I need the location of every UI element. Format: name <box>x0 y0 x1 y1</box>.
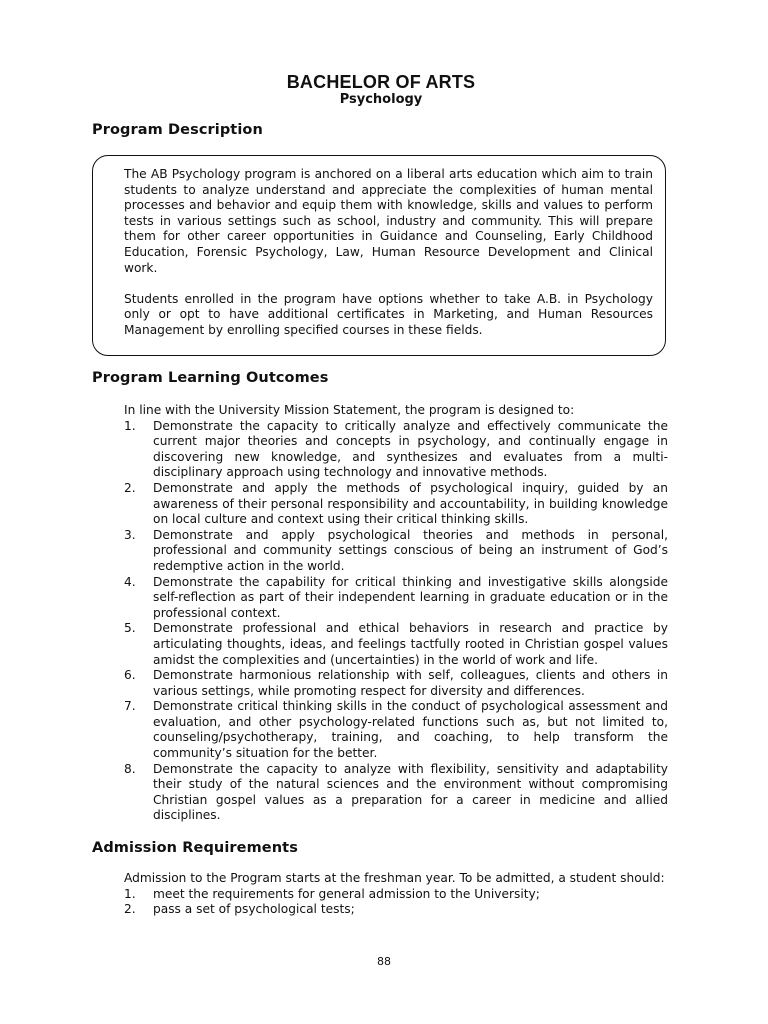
document-title: BACHELOR OF ARTS <box>286 72 476 92</box>
list-item <box>124 575 668 622</box>
list-item-number: 8. <box>124 761 136 776</box>
list-item-text: pass a set of psychological tests; <box>153 902 355 917</box>
learning-outcomes-list <box>124 419 668 824</box>
list-item-text: Demonstrate the capability for critical thinking and investigative skills alongside self-reflection as part of their independent learning in graduate education or in the professional context. <box>153 574 668 620</box>
list-item <box>124 621 668 668</box>
list-item-text: Demonstrate professional and ethical behaviors in research and practice by articulating thoughts, ideas, and feelings tactfully rooted in Christian gospel values amidst the complexities and (uncertainties) in the world of work and life. <box>153 621 668 667</box>
list-item-number: 2. <box>124 480 136 495</box>
admission-requirements-heading: Admission Requirements <box>92 840 298 856</box>
admission-requirements-list <box>124 887 668 918</box>
admission-requirements-section <box>124 871 668 918</box>
list-item-text: Demonstrate the capacity to analyze with flexibility, sensitivity and adaptability their study of the natural sciences and the environment without compromising Christian gospel values as a preparation for a career in medicine and allied disciplines. <box>153 761 668 823</box>
list-item-number: 4. <box>124 574 136 589</box>
list-item <box>124 528 668 575</box>
learning-outcomes-heading: Program Learning Outcomes <box>92 370 329 386</box>
list-item-text: Demonstrate critical thinking skills in the conduct of psychological assessment and evaluation, and other psychology-related functions such as, but not limited to, counseling/psychotherapy, training, and coaching, to help transform the community’s situation for the better. <box>153 699 668 761</box>
learning-outcomes-section <box>124 403 668 824</box>
program-description-box <box>92 155 666 356</box>
document-subtitle: Psychology <box>339 92 423 107</box>
list-item-text: Demonstrate and apply psychological theories and methods in personal, professional and community settings conscious of being an instrument of God’s redemptive action in the world. <box>153 527 668 573</box>
learning-outcomes-intro: In line with the University Mission Statement, the program is designed to: <box>124 403 575 417</box>
admission-requirements-intro: Admission to the Program starts at the freshman year. To be admitted, a student should: <box>124 871 665 885</box>
list-item-number: 2. <box>124 902 136 917</box>
program-description-paragraph-2: Students enrolled in the program have options whether to take A.B. in Psychology only or opt to have additional certificates in Marketing, and Human Resources Management by enrolling specified courses in these fields. <box>124 291 653 337</box>
list-item-text: Demonstrate harmonious relationship with self, colleagues, clients and others in various settings, while promoting respect for diversity and differences. <box>153 668 668 698</box>
list-item <box>124 887 668 903</box>
list-item-number: 1. <box>124 418 136 433</box>
page-number: 88 <box>377 955 391 968</box>
list-item <box>124 668 668 699</box>
list-item <box>124 699 668 761</box>
list-item-number: 5. <box>124 621 136 636</box>
list-item <box>124 419 668 481</box>
list-item-text: meet the requirements for general admission to the University; <box>153 886 540 901</box>
list-item-text: Demonstrate and apply the methods of psychological inquiry, guided by an awareness of their personal responsibility and accountability, in building knowledge on local culture and context using their critical thinking skills. <box>153 480 668 527</box>
list-item-number: 7. <box>124 699 136 714</box>
list-item-number: 3. <box>124 527 136 542</box>
list-item <box>124 481 668 528</box>
list-item-number: 6. <box>124 668 136 683</box>
list-item <box>124 762 668 824</box>
list-item-number: 1. <box>124 886 136 901</box>
list-item-text: Demonstrate the capacity to critically analyze and effectively communicate the current major theories and concepts in psychology, and continually engage in discovering new knowledge, and synthesizes and evaluates from a multi-disciplinary approach using technology and innovative methods. <box>153 418 668 480</box>
program-description-heading: Program Description <box>92 122 263 138</box>
program-description-paragraph-1: The AB Psychology program is anchored on a liberal arts education which aim to train students to analyze understand and appreciate the complexities of human mental processes and behavior and equip them with knowledge, skills and values to perform tests in various settings such as school, industry and community. This will prepare them for other career opportunities in Guidance and Counseling, Early Childhood Education, Forensic Psychology, Law, Human Resource Development and Clinical work. <box>124 167 653 275</box>
list-item <box>124 902 668 918</box>
